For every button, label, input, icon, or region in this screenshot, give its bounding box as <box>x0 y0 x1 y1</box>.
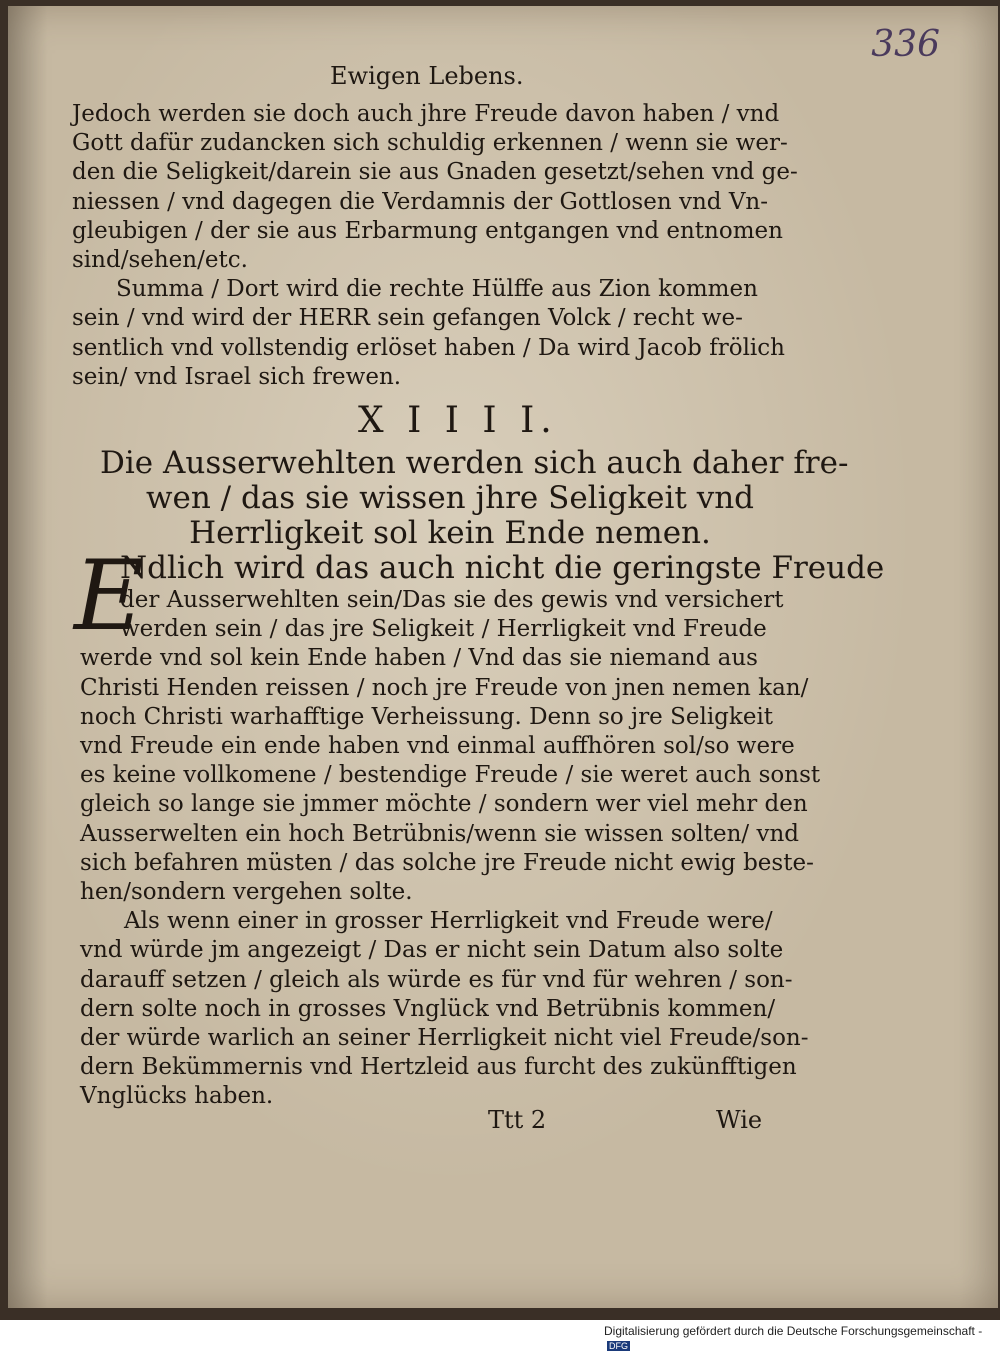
footer-credit <box>604 1324 1000 1352</box>
initial-letter: E <box>74 540 145 652</box>
text-line: es keine vollkomene / bestendige Freude / sie weret auch sonst <box>80 762 821 789</box>
text-line: sein/ vnd Israel sich frewen. <box>72 363 402 390</box>
text-line: gleich so lange sie jmmer möchte / sondern wer viel mehr den <box>80 791 808 818</box>
text-line: vnd Freude ein ende haben vnd einmal auffhören sol/so were <box>80 733 795 760</box>
text-line: Summa / Dort wird die rechte Hülffe aus Zion kommen <box>116 276 758 303</box>
text-line: werde vnd sol kein Ende haben / Vnd das sie niemand aus <box>80 645 758 672</box>
heading-line: Die Ausserwehlten werden sich auch daher fre- <box>100 445 849 481</box>
text-line: Vnglücks haben. <box>80 1083 274 1110</box>
text-line: dern Bekümmernis vnd Hertzleid aus furcht des zukünfftigen <box>80 1054 797 1081</box>
text-line: der würde warlich an seiner Herrligkeit nicht viel Freude/son- <box>80 1025 809 1052</box>
text-line: der Ausserwehlten sein/Das sie des gewis vnd versichert <box>120 587 784 613</box>
footer-text: Digitalisierung gefördert durch die Deutsche Forschungsgemeinschaft - <box>604 1324 983 1338</box>
text-line: sentlich vnd vollstendig erlöset haben / Da wird Jacob frölich <box>72 334 785 361</box>
catchword: Wie <box>716 1106 763 1134</box>
text-line: Jedoch werden sie doch auch jhre Freude davon haben / vnd <box>72 101 780 127</box>
running-head: Ewigen Lebens. <box>330 62 524 90</box>
text-line: werden sein / das jre Seligkeit / Herrligkeit vnd Freude <box>120 616 767 643</box>
text-line-first: Ndlich wird das auch nicht die geringste Freude <box>120 550 885 586</box>
text-line: noch Christi warhafftige Verheissung. Denn so jre Seligkeit <box>80 703 774 730</box>
dfg-logo[interactable]: DFG <box>609 1340 628 1351</box>
text-line: gleubigen / der sie aus Erbarmung entgangen vnd entnomen <box>72 217 783 244</box>
text-line: sind/sehen/etc. <box>72 247 248 274</box>
text-line: Als wenn einer in grosser Herrligkeit vnd Freude were/ <box>124 908 773 935</box>
folio-number: 336 <box>871 24 940 65</box>
paragraph-3 <box>80 550 885 1112</box>
text-line: vnd würde jm angezeigt / Das er nicht sein Datum also solte <box>80 937 784 964</box>
heading-line: Herrligkeit sol kein Ende nemen. <box>189 515 711 551</box>
paragraph-1 <box>72 100 798 392</box>
chapter-heading <box>100 445 849 551</box>
text-line: den die Seligkeit/darein sie aus Gnaden gesetzt/sehen vnd ge- <box>72 159 798 186</box>
text-line: dern solte noch in grosses Vnglück vnd Betrübnis kommen/ <box>80 995 776 1022</box>
text-line: Gott dafür zudancken sich schuldig erkennen / wenn sie wer- <box>72 130 788 157</box>
signature-mark: Ttt 2 <box>488 1106 547 1134</box>
text-line: sein / vnd wird der HERR sein gefangen Volck / recht we- <box>72 305 743 332</box>
chapter-number: X I I I I. <box>358 400 558 441</box>
text-line: sich befahren müsten / das solche jre Freude nicht ewig beste- <box>80 849 814 876</box>
text-line: Christi Henden reissen / noch jre Freude von jnen nemen kan/ <box>80 674 809 701</box>
text-line: darauff setzen / gleich als würde es für vnd für wehren / son- <box>80 966 793 993</box>
text-line: hen/sondern vergehen solte. <box>80 879 413 906</box>
heading-line: wen / das sie wissen jhre Seligkeit vnd <box>145 480 755 516</box>
text-line: niessen / vnd dagegen die Verdamnis der Gottlosen vnd Vn- <box>72 188 769 215</box>
text-line: Ausserwelten ein hoch Betrübnis/wenn sie wissen solten/ vnd <box>80 820 799 847</box>
